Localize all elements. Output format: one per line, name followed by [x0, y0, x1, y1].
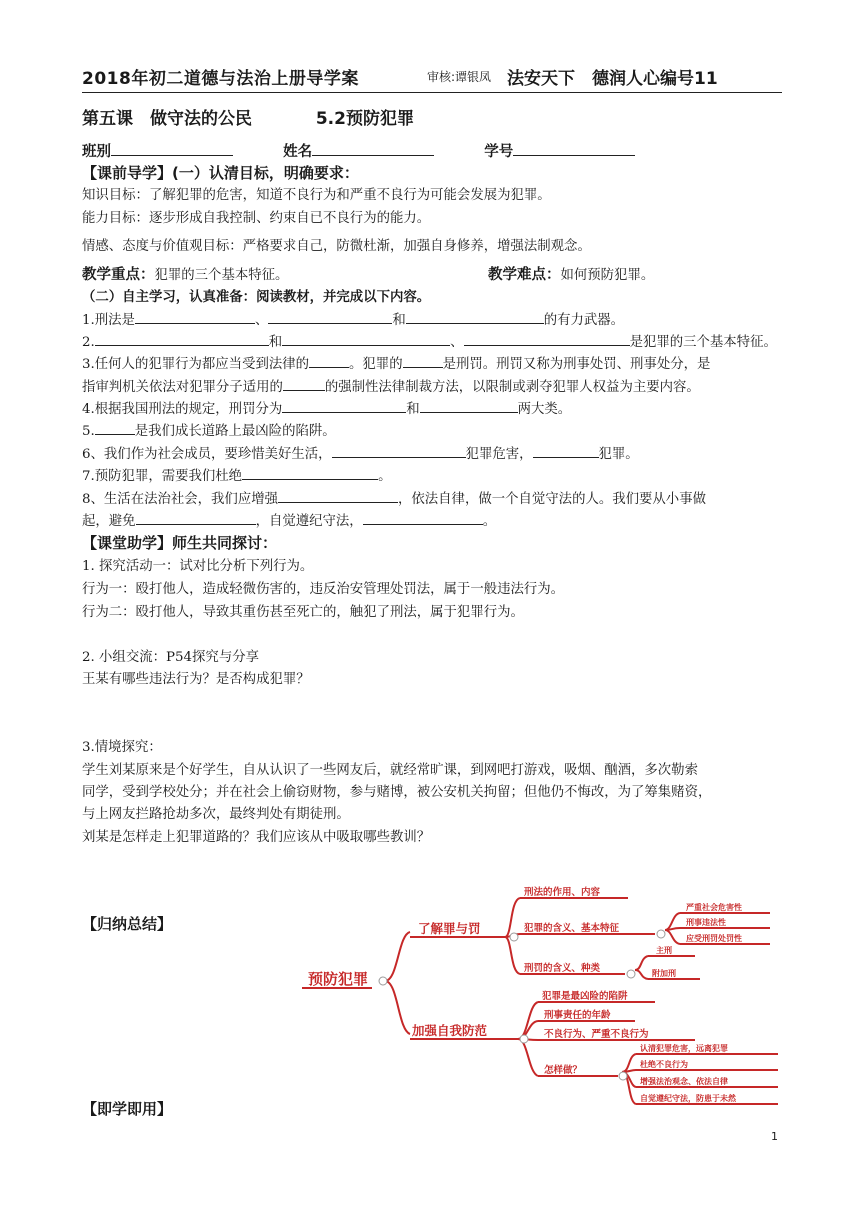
- activity-2-question: 王某有哪些违法行为？是否构成犯罪？: [82, 672, 310, 687]
- activity-1: 1. 探究活动一：试对比分析下列行为。: [82, 559, 314, 574]
- node-supplementary-penalty: 附加刑: [652, 969, 676, 978]
- q2-end: 是犯罪的三个基本特征。: [629, 335, 777, 350]
- node-punishability: 应受刑罚处罚性: [686, 934, 742, 943]
- q3-blank-2[interactable]: [403, 354, 443, 368]
- q3-text-d: 指审判机关依法对犯罪分子适用的: [82, 380, 283, 395]
- q2-blank-2[interactable]: [282, 332, 450, 346]
- scenario-line-2: 同学，受到学校处分；并在社会上偷窃财物，参与赌博，被公安机关拘留；但他仍不悔改，为了筹集赌资，: [82, 785, 712, 800]
- summary-heading: 【归纳总结】: [82, 915, 173, 933]
- id-label: 学号: [484, 144, 514, 160]
- q8-end: 。: [482, 514, 497, 529]
- node-rule-of-law: 增强法治观念、依法自律: [640, 1077, 728, 1086]
- q8-blank-1[interactable]: [278, 489, 398, 503]
- node-crime-definition: 犯罪的含义、基本特征: [524, 923, 620, 934]
- lesson-title: [82, 104, 414, 129]
- node-criminal-illegality: 刑事违法性: [686, 918, 726, 927]
- q8-blank-3[interactable]: [363, 511, 483, 525]
- q3-text-c: 是刑罚。刑罚又称为刑事处罚、刑事处分，是: [442, 357, 711, 372]
- q1-text: 1.刑法是: [82, 313, 135, 328]
- q6-text: 6、我们作为社会成员，要珍惜美好生活，: [82, 447, 332, 462]
- activity-2: 2. 小组交流：P54探究与分享: [82, 650, 259, 665]
- class-label: 班别: [82, 144, 111, 160]
- node-eliminate-bad: 杜绝不良行为: [640, 1060, 688, 1069]
- q3-text-e: 的强制性法律制裁方法，以限制或剥夺犯罪人权益为主要内容。: [324, 380, 700, 395]
- scenario-line-3: 与上网友拦路抢劫多次，最终判处有期徒刑。: [82, 807, 350, 822]
- header-motto: 法安天下 德润人心编号11: [507, 69, 718, 89]
- q8-text-d: ，自觉遵纪守法，: [255, 514, 363, 529]
- q1-sep: 、: [254, 313, 269, 328]
- q6-blank-2[interactable]: [533, 444, 599, 458]
- q5-text: 5.: [82, 424, 95, 439]
- node-bad-behavior: 不良行为、严重不良行为: [544, 1029, 649, 1040]
- node-criminal-age: 刑事责任的年龄: [544, 1010, 611, 1021]
- q7-blank[interactable]: [242, 466, 378, 480]
- question-3-line-2: [82, 376, 700, 395]
- key-label: 教学重点：: [82, 267, 155, 283]
- q8-blank-2[interactable]: [136, 511, 256, 525]
- q2-sep: 、: [450, 335, 464, 350]
- mindmap-collapse-toggles: [379, 930, 665, 1080]
- q2-blank-1[interactable]: [95, 332, 269, 346]
- scenario-question: 刘某是怎样走上犯罪道路的？我们应该从中吸取哪些教训？: [82, 830, 431, 845]
- activity-1-behavior-1: 行为一：殴打他人，造成轻微伤害的，违反治安管理处罚法，属于一般违法行为。: [82, 582, 565, 597]
- student-info: [82, 140, 635, 161]
- node-stay-away: 认清犯罪危害，远离犯罪: [640, 1044, 728, 1053]
- q3-blank-3[interactable]: [283, 377, 325, 391]
- ability-goal: 能力目标：逐步形成自我控制、约束自已不良行为的能力。: [82, 211, 431, 226]
- q3-blank-1[interactable]: [309, 354, 349, 368]
- q8-text-b: ，依法自律，做一个自觉守法的人。我们要从小事做: [398, 492, 706, 507]
- q4-text: 4.根据我国刑法的规定，刑罚分为: [82, 402, 283, 417]
- knowledge-goal: 知识目标：了解犯罪的危害，知道不良行为和严重不良行为可能会发展为犯罪。: [82, 188, 551, 203]
- difficulty-text: 如何预防犯罪。: [560, 268, 655, 283]
- name-blank[interactable]: [312, 142, 434, 156]
- emotion-goal: 情感、态度与价值观目标：严格要求自己，防微杜渐，加强自身修养，增强法制观念。: [82, 239, 591, 254]
- page-number: 1: [771, 1130, 778, 1143]
- question-1: [82, 309, 624, 328]
- q6-mid: 犯罪危害，: [465, 447, 533, 462]
- q1-end: 的有力武器。: [543, 313, 625, 328]
- q8-text-a: 8、生活在法治社会，我们应增强: [82, 492, 278, 507]
- q2-text: 2.: [82, 335, 95, 350]
- self-study-heading: （二）自主学习，认真准备：阅读教材，并完成以下内容。: [82, 290, 431, 305]
- mindmap-branch-defense: 加强自我防范: [412, 1023, 488, 1038]
- key-text: 犯罪的三个基本特征。: [154, 268, 289, 283]
- page-header: [82, 62, 782, 93]
- name-label: 姓名: [283, 144, 313, 160]
- practice-heading: 【即学即用】: [82, 1100, 173, 1118]
- difficulty-row: [488, 263, 654, 284]
- q4-and: 和: [406, 402, 420, 417]
- node-criminal-law: 刑法的作用、内容: [524, 887, 601, 898]
- activity-1-behavior-2: 行为二：殴打他人，导致其重伤甚至死亡的，触犯了刑法，属于犯罪行为。: [82, 605, 524, 620]
- q1-blank-2[interactable]: [268, 310, 392, 324]
- mindmap-branch-understand: 了解罪与罚: [418, 921, 481, 936]
- q7-text: 7.预防犯罪，需要我们杜绝: [82, 469, 243, 484]
- q1-blank-3[interactable]: [406, 310, 544, 324]
- node-principal-penalty: 主刑: [656, 946, 672, 955]
- header-reviewer: 审核:谭银凤: [427, 70, 492, 84]
- node-dangerous-trap: 犯罪是最凶险的陷阱: [542, 991, 628, 1002]
- q4-end: 两大类。: [517, 402, 572, 417]
- question-3-line-1: [82, 353, 710, 372]
- classroom-heading: 【课堂助学】师生共同探讨：: [82, 534, 278, 552]
- q2-and: 和: [268, 335, 283, 350]
- activity-3: 3.情境探究：: [82, 740, 162, 755]
- header-title: 2018年初二道德与法治上册导学案: [82, 69, 359, 89]
- question-6: [82, 443, 639, 462]
- q6-end: 犯罪。: [598, 447, 639, 462]
- node-how-to: 怎样做？: [544, 1065, 583, 1076]
- key-points-row: [82, 263, 288, 284]
- mindmap-root: 预防犯罪: [308, 970, 369, 988]
- question-8-line-1: [82, 488, 706, 507]
- node-abide-law: 自觉遵纪守法，防患于未然: [640, 1094, 736, 1103]
- id-blank[interactable]: [513, 142, 635, 156]
- node-punishment-types: 刑罚的含义、种类: [524, 963, 601, 974]
- question-8-line-2: [82, 510, 496, 529]
- q3-text-a: 3.任何人的犯罪行为都应当受到法律的: [82, 357, 310, 372]
- q7-end: 。: [378, 469, 392, 484]
- q4-blank-2[interactable]: [420, 399, 518, 413]
- q1-blank-1[interactable]: [135, 310, 255, 324]
- q8-text-c: 起，避免: [82, 514, 136, 529]
- q3-text-b: 。犯罪的: [349, 357, 403, 372]
- q5-end: 是我们成长道路上最凶险的陷阱。: [134, 424, 336, 439]
- q4-blank-1[interactable]: [282, 399, 406, 413]
- section-name: 5.2预防犯罪: [315, 109, 414, 129]
- question-5: [82, 420, 336, 439]
- difficulty-label: 教学难点：: [488, 267, 561, 283]
- question-2: [82, 331, 777, 350]
- class-blank[interactable]: [111, 142, 233, 156]
- q6-blank-1[interactable]: [332, 444, 466, 458]
- q5-blank[interactable]: [95, 421, 135, 435]
- lesson-name: 第五课 做守法的公民: [82, 109, 252, 129]
- mindmap: [300, 880, 785, 1112]
- question-4: [82, 398, 571, 417]
- question-7: [82, 465, 391, 484]
- scenario-line-1: 学生刘某原来是个好学生，自从认识了一些网友后，就经常旷课，到网吧打游戏，吸烟、酗酒，多次勒索: [82, 763, 698, 778]
- q1-and: 和: [392, 313, 406, 328]
- pre-study-heading: 【课前导学】(一）认清目标，明确要求：: [82, 164, 359, 182]
- node-social-harm: 严重社会危害性: [686, 903, 742, 912]
- q2-blank-3[interactable]: [464, 332, 630, 346]
